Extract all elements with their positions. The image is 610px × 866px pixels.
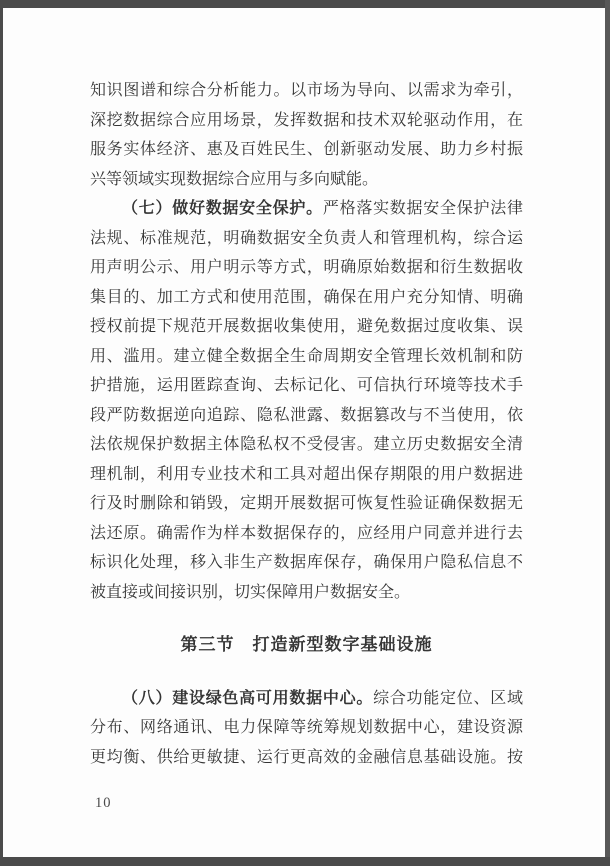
para2-line5: [90, 312, 523, 342]
body-text: 严格落实数据安全保护法律: [322, 200, 523, 217]
para3-line1: [90, 684, 523, 714]
body-text: 分布、网络通讯、电力保障等统筹规划数据中心，建设资源: [90, 719, 523, 736]
para1-line3: [90, 135, 523, 165]
para2-line2: [90, 224, 523, 254]
para2-line11: [90, 489, 523, 519]
body-text: 集目的、加工方式和使用范围，确保在用户充分知情、明确: [90, 288, 523, 306]
para2-line13: [90, 548, 523, 578]
scan-edge-left: [0, 0, 3, 866]
body-text: 服务实体经济、惠及百姓民生、创新驱动发展、助力乡村振: [90, 141, 523, 158]
para3-line2: [90, 713, 523, 743]
para1-line2: [90, 106, 523, 136]
para2-line7: [90, 371, 523, 401]
section-heading: [90, 630, 523, 660]
para2-line8: [90, 401, 523, 431]
bold-lead-text: （七）做好数据安全保护。: [122, 200, 323, 217]
body-text: 更均衡、供给更敏捷、运行更高效的金融信息基础设施。按: [90, 748, 523, 766]
body-text: 综合功能定位、区域: [373, 689, 523, 707]
body-text: 行及时删除和销毁，定期开展数据可恢复性验证确保数据无: [90, 495, 523, 512]
body-text: 理机制，利用专业技术和工具对超出保存期限的用户数据进: [90, 465, 523, 483]
body-text: 法规、标准规范，明确数据安全负责人和管理机构，综合运: [90, 229, 523, 247]
scan-edge-top: [0, 0, 610, 8]
para2-line4: [90, 283, 523, 313]
text-block: [90, 76, 523, 772]
body-text: 用声明公示、用户明示等方式，明确原始数据和衍生数据收: [90, 259, 523, 276]
body-text: 用、滥用。建立健全数据全生命周期安全管理长效机制和防: [90, 347, 523, 365]
para2-line6: [90, 342, 523, 372]
para2-line3: [90, 253, 523, 283]
body-text: 深挖数据综合应用场景，发挥数据和技术双轮驱动作用，在: [90, 111, 523, 129]
para2-line10: [90, 460, 523, 490]
para3-line3: [90, 743, 523, 773]
bold-lead-text: 第三节 打造新型数字基础设施: [180, 635, 433, 654]
bold-lead-text: （八）建设绿色高可用数据中心。: [122, 689, 374, 707]
body-text: 护措施，运用匿踪查询、去标记化、可信执行环境等技术手: [90, 377, 523, 394]
body-text: 标识化处理，移入非生产数据库保存，确保用户隐私信息不: [90, 554, 523, 571]
para2-line1: [90, 194, 523, 224]
body-text: 兴等领域实现数据综合应用与多向赋能。: [90, 170, 379, 188]
scan-edge-bottom: [0, 857, 610, 866]
page-number: 10: [95, 795, 112, 811]
scan-edge-right: [605, 0, 610, 866]
body-text: 法依规保护数据主体隐私权不受侵害。建立历史数据安全清: [90, 436, 523, 453]
body-text: 段严防数据逆向追踪、隐私泄露、数据篡改与不当使用，依: [90, 406, 523, 424]
body-text: 被直接或间接识别，切实保障用户数据安全。: [90, 583, 411, 601]
para2-line12: [90, 519, 523, 549]
body-text: 知识图谱和综合分析能力。以市场为导向、以需求为牵引，: [90, 82, 523, 99]
para2-line14: [90, 578, 523, 608]
para2-line9: [90, 430, 523, 460]
para1-line4: [90, 165, 523, 195]
body-text: 法还原。确需作为样本数据保存的，应经用户同意并进行去: [90, 524, 523, 542]
para1-line1: [90, 76, 523, 106]
body-text: 授权前提下规范开展数据收集使用，避免数据过度收集、误: [90, 318, 523, 335]
